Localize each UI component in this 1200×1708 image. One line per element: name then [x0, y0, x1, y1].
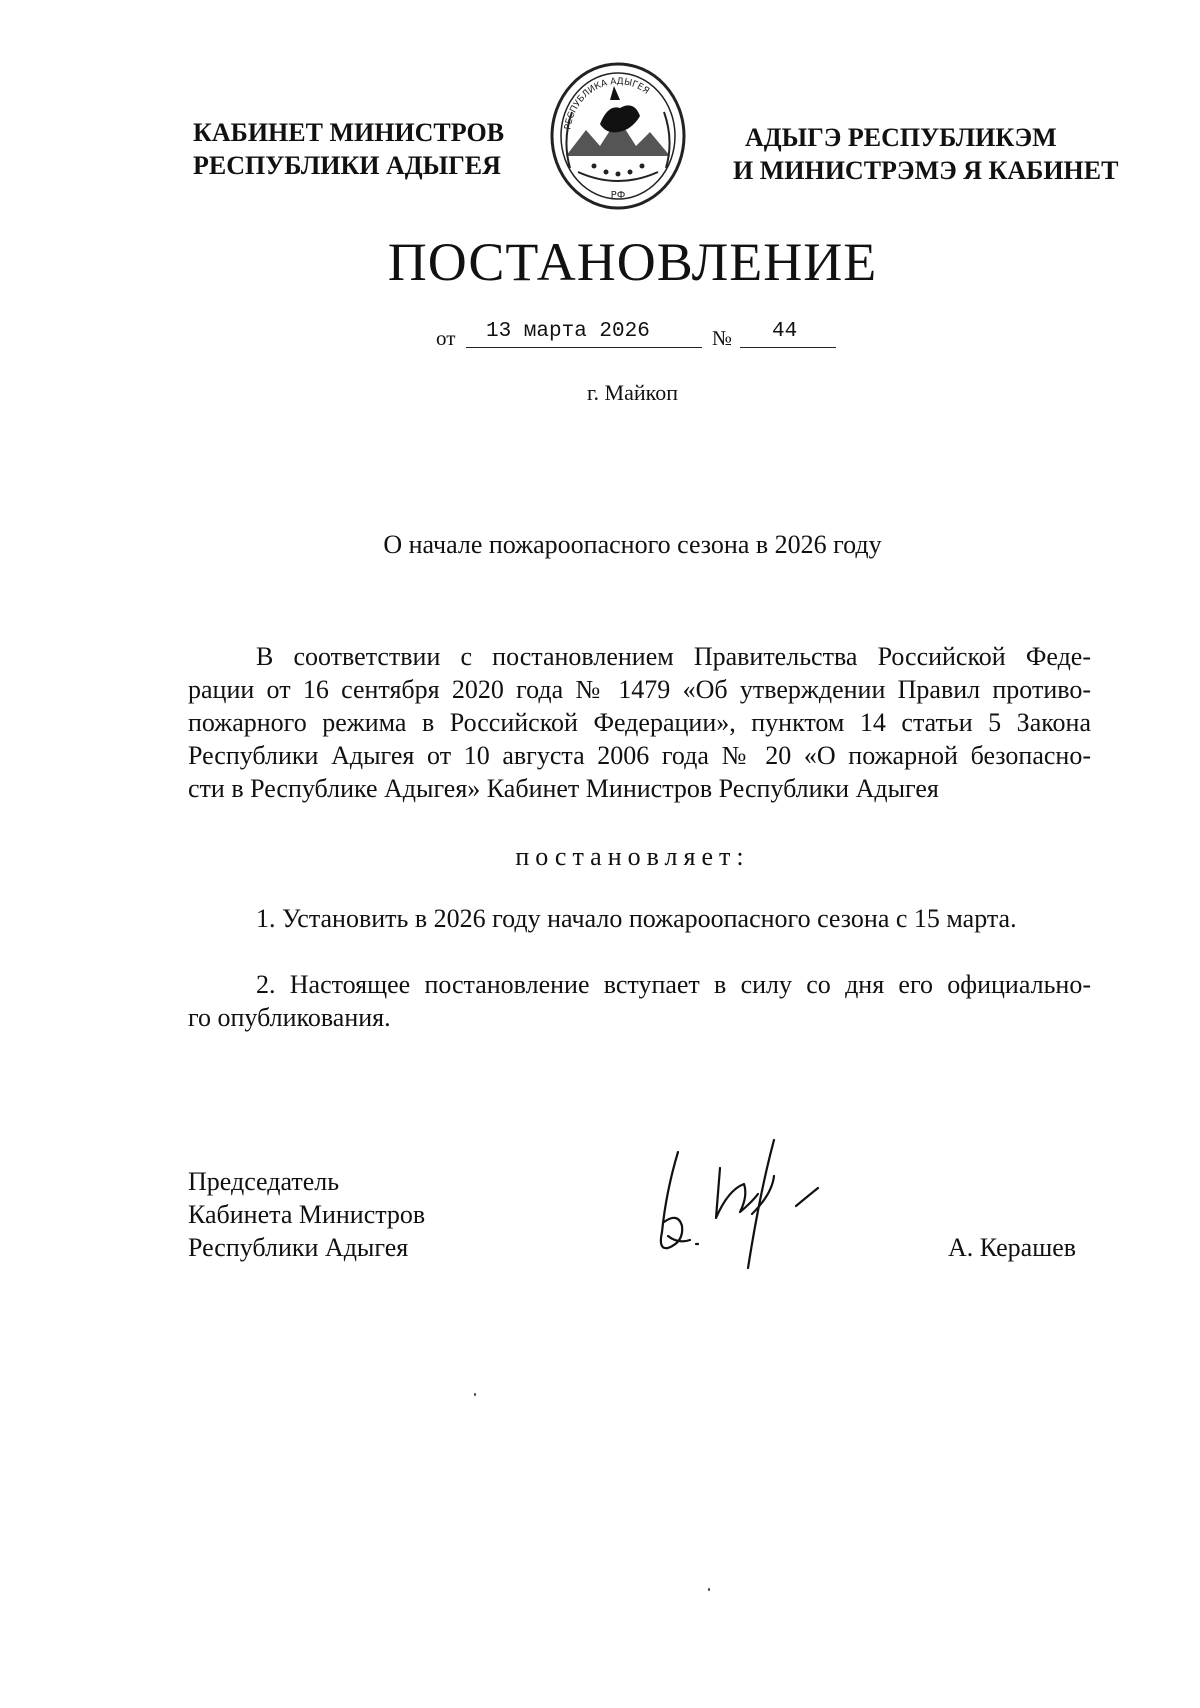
resolves-heading: постановляет: — [515, 842, 750, 871]
issuer-name-ru — [193, 116, 504, 182]
emblem-bottom-text: РФ — [610, 190, 626, 201]
resolution-item-1-text: 1. Установить в 2026 году начало пожароопасного сезона с 15 марта. — [256, 904, 1017, 933]
number-prefix: № — [712, 326, 733, 350]
document-number: 44 — [740, 320, 836, 348]
city: г. Майкоп — [587, 380, 678, 405]
handwritten-signature — [648, 1132, 838, 1272]
preamble-line: пожарного режима в Российской Федерации», пунктом 14 статьи 5 Закона — [188, 708, 1091, 737]
emblem-ring-text: РЕСПУБЛИКА АДЫГЕЯ — [563, 76, 651, 131]
issuer-name-ru-line1: КАБИНЕТ МИНИСТРОВ — [193, 118, 505, 147]
preamble-line: Республики Адыгея от 10 августа 2006 года № 20 «О пожарной безопасно- — [188, 741, 1091, 770]
signatory-name: А. Керашев — [948, 1233, 1077, 1262]
preamble-line: В соответствии с постановлением Правительства Российской Феде- — [256, 642, 1091, 671]
resolution-item-2-line: 2. Настоящее постановление вступает в силу со дня его официально- — [256, 970, 1091, 999]
issuer-name-adyghe — [733, 121, 1118, 187]
issuer-name-adyghe-line1: АДЫГЭ РЕСПУБЛИКЭМ — [745, 123, 1057, 152]
document-type-title: ПОСТАНОВЛЕНИЕ — [387, 232, 878, 292]
preamble-paragraph — [188, 640, 1091, 805]
resolution-item-2 — [188, 968, 1091, 1034]
signatory-title-line: Республики Адыгея — [188, 1233, 409, 1262]
scan-speck — [474, 1393, 476, 1396]
resolution-item-1 — [188, 902, 1091, 935]
signatory-title-line: Председатель — [188, 1167, 340, 1196]
document-subject: О начале пожароопасного сезона в 2026 году — [383, 530, 882, 559]
date-prefix: от — [436, 326, 456, 350]
preamble-line: рации от 16 сентября 2020 года № 1479 «Об утверждении Правил противо- — [188, 675, 1091, 704]
resolution-item-2-line: го опубликования. — [188, 1003, 391, 1032]
issuer-name-adyghe-line2: И МИНИСТРЭМЭ Я КАБИНЕТ — [733, 156, 1119, 185]
signatory-title — [188, 1165, 425, 1264]
issuer-name-ru-line2: РЕСПУБЛИКИ АДЫГЕЯ — [193, 151, 501, 180]
scan-speck — [708, 1588, 710, 1591]
document-date: 13 марта 2026 — [466, 320, 702, 348]
coat-of-arms-icon — [548, 60, 688, 210]
preamble-line: сти в Республике Адыгея» Кабинет Министров Республики Адыгея — [188, 774, 939, 803]
signatory-title-line: Кабинета Министров — [188, 1200, 426, 1229]
